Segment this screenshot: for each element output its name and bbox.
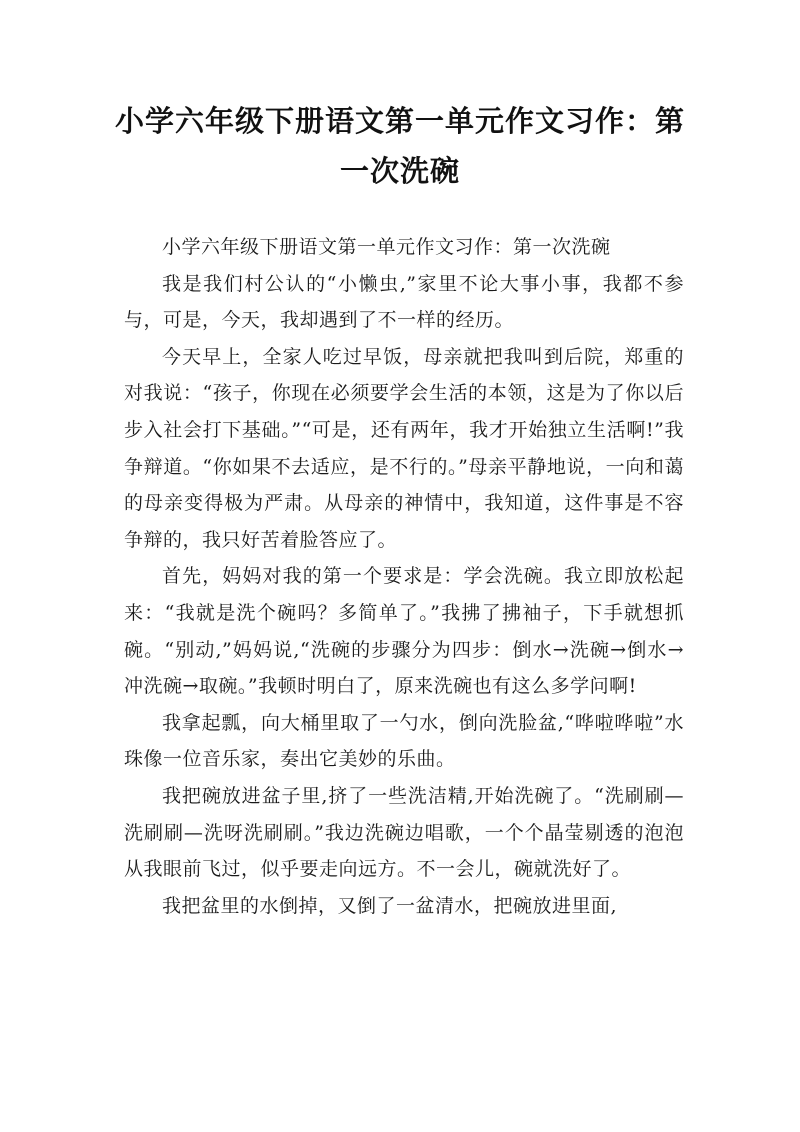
paragraph-3: 今天早上，全家人吃过早饭，母亲就把我叫到后院，郑重的对我说：“孩子，你现在必须要学会生活的本领，这是为了你以后步入社会打下基础。”“可是，还有两年，我才开始独立生活啊!”我争辩道。“你如果不去适应，是不行的。”母亲平静地说，一向和蔼的母亲变得极为严肃。从母亲的神情中，我知道，这件事是不容争辩的，我只好苦着脸答应了。 — [124, 345, 684, 551]
paragraph-5: 我拿起瓢，向大桶里取了一勺水，倒向洗脸盆,“哗啦哗啦”水珠像一位音乐家，奏出它美妙的乐曲。 — [124, 711, 684, 771]
paragraph-2: 我是我们村公认的“小懒虫,”家里不论大事小事，我都不参与，可是，今天，我却遇到了不一样的经历。 — [124, 272, 684, 332]
paragraph-7: 我把盆里的水倒掉，又倒了一盆清水，把碗放进里面, — [162, 894, 618, 917]
paragraph-4: 首先，妈妈对我的第一个要求是：学会洗碗。我立即放松起来：“我就是洗个碗吗？多简单了。”我拂了拂袖子，下手就想抓碗。“别动,”妈妈说,“洗碗的步骤分为四步：倒水→洗碗→倒水→冲洗碗→取碗。”我顿时明白了，原来洗碗也有这么多学问啊! — [124, 565, 684, 698]
paragraph-1: 小学六年级下册语文第一单元作文习作：第一次洗碗 — [162, 236, 611, 258]
document-title: 小学六年级下册语文第一单元作文习作：第一次洗碗 — [114, 104, 685, 188]
paragraph-6: 我把碗放进盆子里,挤了一些洗洁精,开始洗碗了。“洗刷刷—洗刷刷—洗呀洗刷刷。”我边洗碗边唱歌，一个个晶莹剔透的泡泡从我眼前飞过，似乎要走向远方。不一会儿，碗就洗好了。 — [124, 784, 684, 881]
document-body — [124, 229, 684, 924]
